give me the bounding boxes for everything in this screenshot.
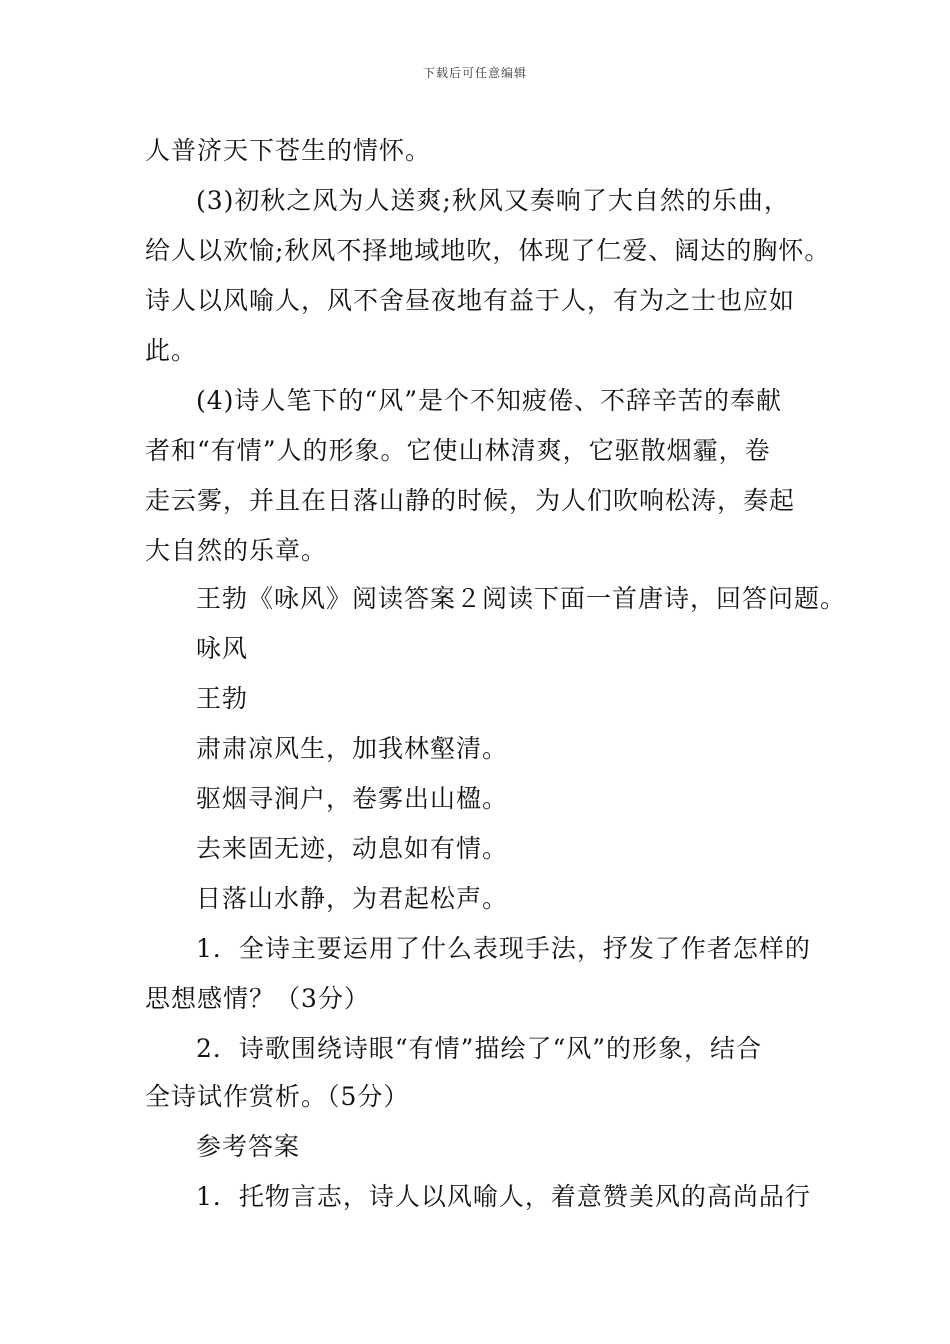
- text-line: 诗人以风喻人，风不舍昼夜地有益于人，有为之士也应如: [145, 286, 796, 315]
- page-header: 下载后可任意编辑: [422, 66, 527, 80]
- text-line: 者和“有情”人的形象。它使山林清爽，它驱散烟霾，卷: [145, 436, 771, 465]
- poem-line: 肃肃凉风生，加我林壑清。: [196, 734, 509, 763]
- text-line: 王勃《咏风》阅读答案２阅读下面一首唐诗，回答问题。: [196, 584, 847, 613]
- text-line: 给人以欢愉;秋风不择地域地吹，体现了仁爱、阔达的胸怀。: [145, 236, 831, 265]
- answer-1: 1．托物言志，诗人以风喻人，着意赞美风的高尚品行: [196, 1182, 811, 1211]
- poem-title: 咏风: [196, 634, 249, 663]
- text-line: 人普济天下苍生的情怀。: [145, 136, 432, 165]
- question-1-cont: 思想感情？（3分）: [145, 984, 370, 1013]
- question-2-cont: 全诗试作赏析。（5分）: [145, 1082, 410, 1111]
- text-line: 大自然的乐章。: [145, 536, 328, 565]
- text-line: (4)诗人笔下的“风”是个不知疲倦、不辞辛苦的奉献: [196, 386, 782, 415]
- text-line: (3)初秋之风为人送爽;秋风又奏响了大自然的乐曲，: [196, 186, 790, 215]
- poem-line: 去来固无迹，动息如有情。: [196, 834, 509, 863]
- answer-heading: 参考答案: [196, 1132, 301, 1161]
- text-line: 走云雾，并且在日落山静的时候，为人们吹响松涛，奏起: [145, 486, 796, 515]
- poem-line: 驱烟寻涧户，卷雾出山楹。: [196, 784, 509, 813]
- poem-author: 王勃: [196, 684, 249, 713]
- question-1: 1．全诗主要运用了什么表现手法，抒发了作者怎样的: [196, 934, 811, 963]
- question-2: 2．诗歌围绕诗眼“有情”描绘了“风”的形象，结合: [196, 1034, 763, 1063]
- text-line: 此。: [145, 336, 198, 365]
- poem-line: 日落山水静，为君起松声。: [196, 884, 509, 913]
